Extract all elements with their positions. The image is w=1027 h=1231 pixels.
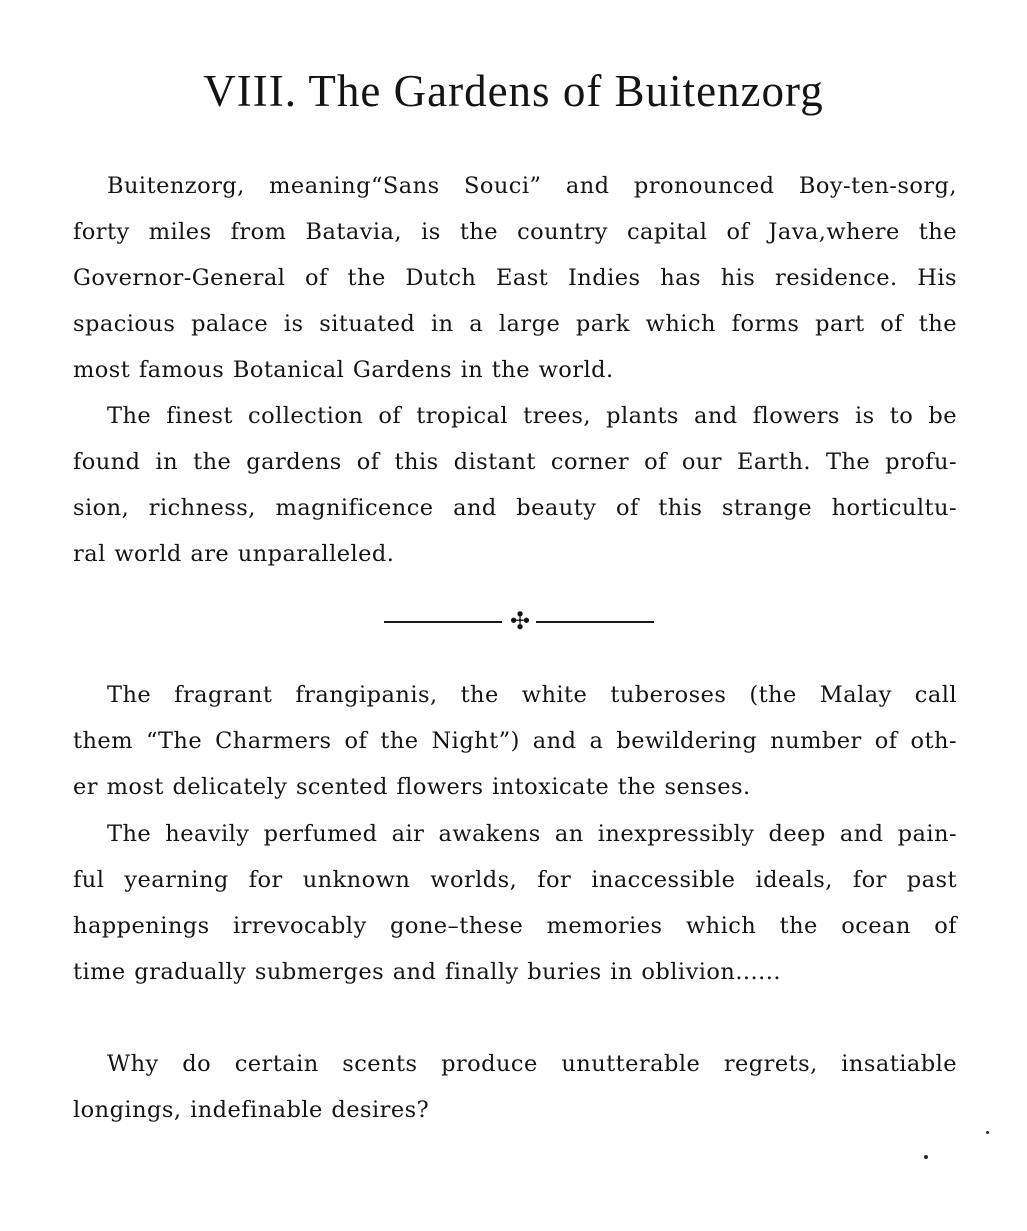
chapter-title: VIII. The Gardens of Buitenzorg: [203, 66, 824, 116]
paragraph-text: [73, 1041, 957, 1133]
text-line: longings, indefinable desires?: [73, 1097, 430, 1123]
text-line: The finest collection of tropical trees, plants and flowers is to be: [107, 403, 957, 429]
section-divider: [384, 606, 656, 636]
text-line: ful yearning for unknown worlds, for inaccessible ideals, for past: [73, 867, 957, 893]
text-line: The fragrant frangipanis, the white tuberoses (the Malay call: [107, 682, 957, 708]
cross-ornament-icon: ✣: [509, 607, 531, 635]
text-line: The heavily perfumed air awakens an inexpressibly deep and pain-: [107, 821, 957, 847]
paragraph-text: [73, 393, 957, 577]
text-line: most famous Botanical Gardens in the world.: [73, 357, 614, 383]
paragraph-text: [73, 811, 957, 995]
text-line: Why do certain scents produce unutterable regrets, insatiable: [107, 1051, 957, 1077]
paragraph-text: [73, 672, 957, 810]
print-speck: [986, 1131, 989, 1134]
text-line: er most delicately scented flowers intoxicate the senses.: [73, 774, 751, 800]
paragraph-5: [73, 1041, 957, 1133]
text-line: ral world are unparalleled.: [73, 541, 395, 567]
text-line: happenings irrevocably gone–these memories which the ocean of: [73, 913, 957, 939]
text-line: Governor-General of the Dutch East Indies has his residence. His: [73, 265, 957, 291]
text-line: forty miles from Batavia, is the country capital of Java,where the: [73, 219, 957, 245]
text-line: Buitenzorg, meaning“Sans Souci” and pronounced Boy-ten-sorg,: [107, 173, 957, 199]
text-line: spacious palace is situated in a large park which forms part of the: [73, 311, 957, 337]
divider-rule-right: [536, 621, 654, 623]
paragraph-4: [73, 811, 957, 995]
text-line: found in the gardens of this distant corner of our Earth. The profu-: [73, 449, 957, 475]
paragraph-3: [73, 672, 957, 810]
text-line: them “The Charmers of the Night”) and a bewildering number of oth-: [73, 728, 957, 754]
paragraph-2: [73, 393, 957, 577]
text-line: sion, richness, magnificence and beauty of this strange horticultu-: [73, 495, 957, 521]
text-line: time gradually submerges and finally buries in oblivion......: [73, 959, 781, 985]
print-speck: [924, 1155, 928, 1159]
paragraph-text: [73, 163, 957, 393]
paragraph-1: [73, 163, 957, 393]
divider-rule-left: [384, 621, 502, 623]
